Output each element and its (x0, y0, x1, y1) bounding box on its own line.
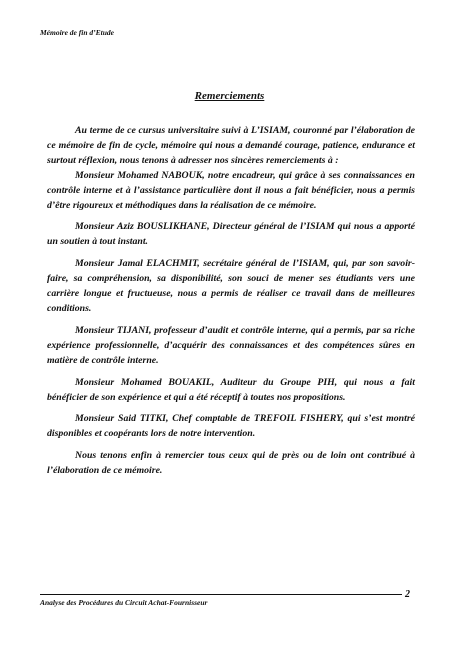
footer-divider (40, 594, 402, 595)
paragraph-nabouk: Monsieur Mohamed NABOUK, notre encadreur, qui grâce à ses connaissances en contrôle interne et à l’assistance particulière dont il nous a fait bénéficier, nous a permis d’être rigoureux et méthodiques dans la réalisation de ce mémoire. (47, 169, 415, 211)
acknowledgements-body (47, 124, 415, 486)
page-number: 2 (405, 589, 410, 600)
paragraph-bouakil: Monsieur Mohamed BOUAKIL, Auditeur du Groupe PIH, qui nous a fait bénéficier de son expérience et qui a été réceptif à toutes nos propositions. (47, 376, 415, 403)
running-footer: Analyse des Procédures du Circuit Achat-Fournisseur (40, 598, 208, 607)
paragraph-closing: Nous tenons enfin à remercier tous ceux qui de près ou de loin ont contribué à l’élaboration de ce mémoire. (47, 450, 415, 477)
running-header: Mémoire de fin d’Etude (40, 28, 114, 37)
paragraph-titki: Monsieur Said TITKI, Chef comptable de TREFOIL FISHERY, qui s’est montré disponibles et coopérants lors de notre intervention. (47, 413, 415, 440)
paragraph-tijani: Monsieur TIJANI, professeur d’audit et contrôle interne, qui a permis, par sa riche expérience professionnelle, d’acquérir des connaissances et des compétences sûres en matière de contrôle interne. (47, 324, 415, 366)
paragraph-bouslikhane: Monsieur Aziz BOUSLIKHANE, Directeur général de l’ISIAM qui nous a apporté un soutien à tout instant. (47, 221, 415, 248)
page-title (0, 90, 459, 102)
title-text: Remerciements (194, 90, 265, 102)
paragraph-elachmit: Monsieur Jamal ELACHMIT, secrétaire général de l’ISIAM, qui, par son savoir-faire, sa compréhension, sa disponibilité, son souci de mener ses étudiants vers une carrière longue et fructueuse, nous a permis de réaliser ce travail dans de meilleures conditions. (47, 258, 415, 314)
paragraph-intro: Au terme de ce cursus universitaire suivi à L’ISIAM, couronné par l’élaboration de ce mémoire de fin de cycle, mémoire qui nous a demandé courage, patience, endurance et surtout réflexion, nous tenons à adresser nos sincères remerciements à : (47, 125, 415, 166)
